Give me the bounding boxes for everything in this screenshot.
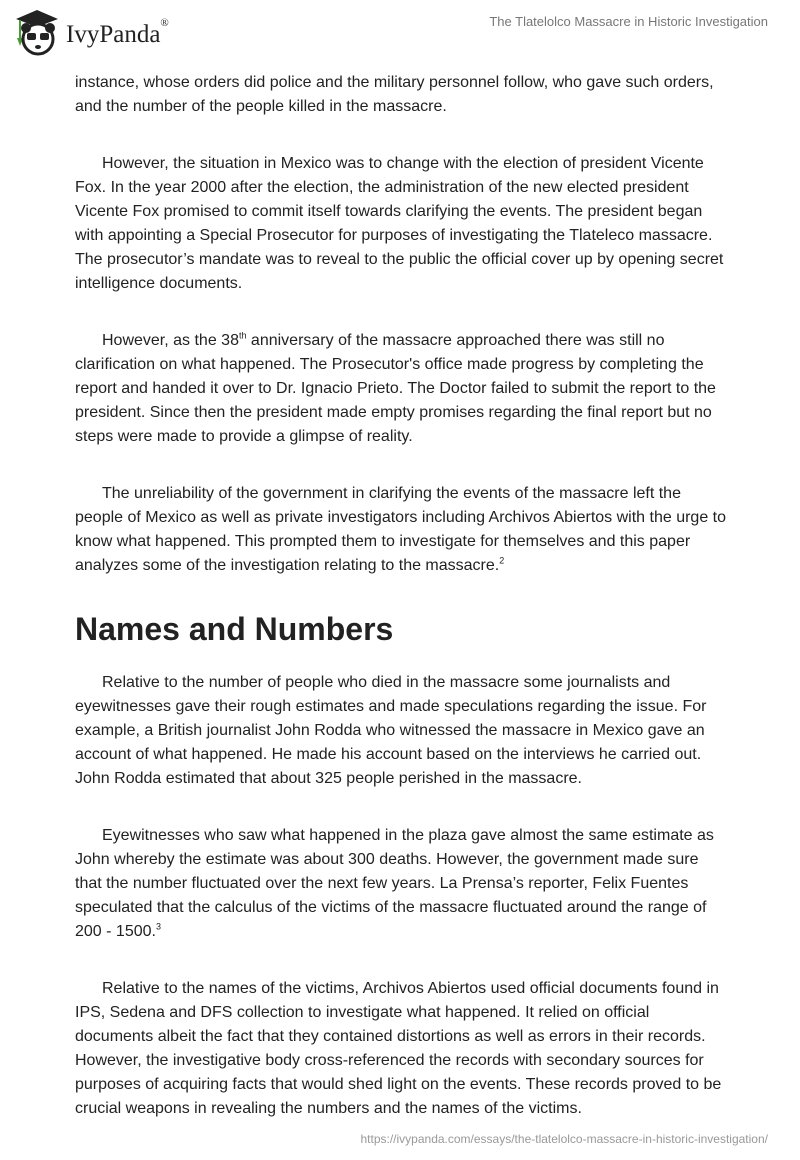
page-header bbox=[0, 0, 800, 60]
paragraph: instance, whose orders did police and the military personnel follow, who gave such orders, and the number of the people killed in the massacre. bbox=[75, 74, 714, 115]
superscript: th bbox=[238, 330, 247, 341]
paragraph: However, the situation in Mexico was to change with the election of president Vicente Fox. In the year 2000 after the election, the administration of the new elected president Vicente Fox promised to commit itself towards clarifying the events. The president began with appointing a Special Prosecutor for purposes of investigating the Tlateleco massacre. The prosecutor’s mandate was to reveal to the public the official cover up by opening secret intelligence documents. bbox=[75, 155, 724, 292]
footnote-ref[interactable]: 2 bbox=[499, 555, 505, 566]
paragraph: However, as the 38th anniversary of the massacre approached there was still no clarification on what happened. The Prosecutor's office made progress by completing the report and handed it over to Dr. Ignacio Prieto. The Doctor failed to submit the report to the president. Since then the president made empty promises regarding the final report but no steps were made to provide a glimpse of reality. bbox=[75, 330, 716, 445]
logo-text: IvyPanda® bbox=[66, 17, 169, 48]
footer-url[interactable]: https://ivypanda.com/essays/the-tlatelolco-massacre-in-historic-investigation/ bbox=[360, 1132, 768, 1146]
panda-graduate-icon bbox=[14, 8, 60, 56]
document-title: The Tlatelolco Massacre in Historic Investigation bbox=[489, 14, 768, 29]
essay-body bbox=[75, 71, 727, 1154]
paragraph: Relative to the names of the victims, Archivos Abiertos used official documents found in IPS, Sedena and DFS collection to investigate what happened. It relied on official documents albeit the fact that they contained distortions as well as errors in their records. However, the investigative body cross-referenced the records with secondary sources for purposes of acquiring facts that would shed light on the events. These records proved to be crucial weapons in revealing the numbers and the names of the victims. bbox=[75, 980, 722, 1117]
footnote-ref[interactable]: 3 bbox=[155, 921, 161, 932]
paragraph: Relative to the number of people who died in the massacre some journalists and eyewitnesses gave their rough estimates and made speculations regarding the issue. For example, a British journalist John Rodda who witnessed the massacre in Mexico gave an account of what happened. He made his account based on the interviews he carried out. John Rodda estimated that about 325 people perished in the massacre. bbox=[75, 674, 707, 787]
ivypanda-logo[interactable] bbox=[14, 8, 169, 56]
paragraph: The unreliability of the government in clarifying the events of the massacre left the people of Mexico as well as private investigators including Archivos Abiertos with the urge to know what happened. This prompted them to investigate for themselves and this paper analyzes some of the investigation relating to the massacre.$^2$ bbox=[75, 485, 727, 574]
section-heading: Names and Numbers bbox=[75, 611, 394, 647]
paragraph: Eyewitnesses who saw what happened in the plaza gave almost the same estimate as John whereby the estimate was about 300 deaths. However, the government made sure that the number fluctuated over the next few years. La Prensa’s reporter, Felix Fuentes speculated that the calculus of the victims of the massacre fluctuated around the range of 200 - 1500.$^3$ bbox=[75, 827, 714, 940]
